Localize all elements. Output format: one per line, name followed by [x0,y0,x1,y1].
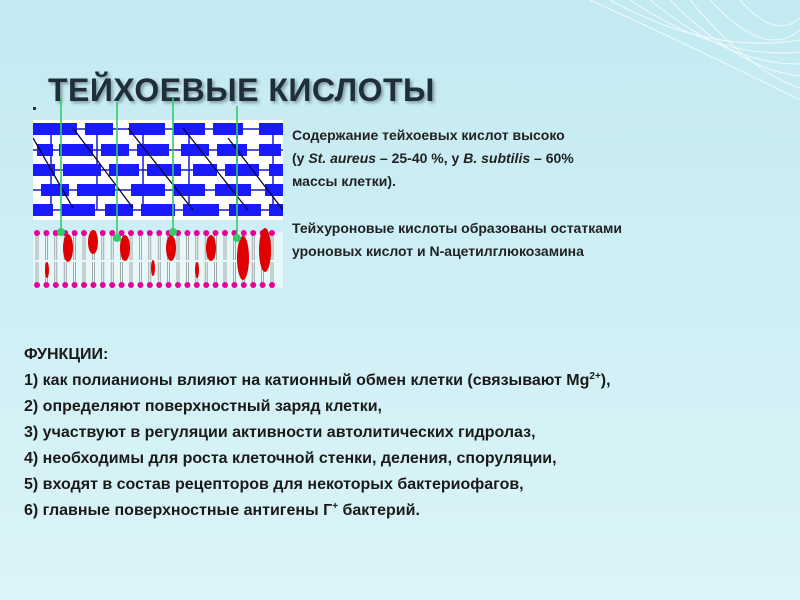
info-text [292,124,762,263]
lipid-head [43,230,49,236]
lipid-head [203,282,209,288]
glycan-segment [269,164,283,176]
lipid-head [90,282,96,288]
info-line-4: Тейхуроновые кислоты образованы остатками [292,220,622,236]
glycan-segment [213,123,243,135]
lipid-head [128,230,134,236]
corner-decoration [540,0,800,100]
lipid-head [184,282,190,288]
glycan-segment [173,123,205,135]
lipid-head [137,230,143,236]
membrane-protein [63,234,73,262]
function-item-2: 2) определяют поверхностный заряд клетки, [24,398,382,415]
info-line-3: массы клетки). [292,173,396,189]
lipid-head [147,282,153,288]
membrane-protein [88,230,98,254]
membrane-protein [259,228,271,272]
lipid-head [62,282,68,288]
lipid-head [260,282,266,288]
lipid-head [222,282,228,288]
lipid-head [81,282,87,288]
membrane-protein [237,236,249,280]
glycan-segment [129,123,165,135]
lipid-head [81,230,87,236]
info-line-2: (у St. aureus – 25-40 %, у B. subtilis – 60% [292,150,574,166]
lipid-head [175,282,181,288]
membrane-protein [151,260,155,276]
lipid-head [184,230,190,236]
lipid-head [269,230,275,236]
functions-list [24,368,794,524]
glycan-segment [33,204,53,216]
glycan-segment [85,123,113,135]
cell-wall-diagram [33,98,283,290]
glycan-segment [217,144,247,156]
lipid-head [34,230,40,236]
lipid-head [213,282,219,288]
lipid-head [250,230,256,236]
lipid-head [137,282,143,288]
lipid-head [241,282,247,288]
membrane-protein [166,235,176,261]
glycan-segment [33,123,77,135]
glycan-segment [259,144,281,156]
lipid-head [43,282,49,288]
lipid-head [53,282,59,288]
info-line-1: Содержание тейхоевых кислот высоко [292,127,565,143]
glycan-segment [183,204,219,216]
lipid-head [100,230,106,236]
membrane-protein [45,262,49,278]
glycan-segment [61,204,95,216]
lipid-head [128,282,134,288]
teichoic-anchor [169,228,177,236]
teichoic-anchor [233,234,241,242]
lipid-head [109,282,115,288]
glycan-segment [101,144,129,156]
function-item-6: 6) главные поверхностные антигены Г+ бактерий. [24,501,420,519]
teichoic-anchor [57,228,65,236]
lipid-head [269,282,275,288]
function-item-3: 3) участвуют в регуляции активности автолитических гидролаз, [24,424,536,441]
slide-title: ТЕЙХОЕВЫЕ КИСЛОТЫ [48,72,435,108]
function-item-1: 1) как полианионы влияют на катионный обмен клетки (связывают $Mg^{2+}$), [24,371,611,389]
lipid-head [34,282,40,288]
glycan-segment [63,164,101,176]
lipid-head [147,230,153,236]
function-item-4: 4) необходимы для роста клеточной стенки, деления, споруляции, [24,450,557,467]
lipid-head [72,230,78,236]
lipid-head [194,282,200,288]
glycan-segment [259,123,283,135]
lipid-head [100,282,106,288]
lipid-head [156,230,162,236]
lipid-head [166,282,172,288]
lipid-head [203,230,209,236]
lipid-head [194,230,200,236]
lipid-head [250,282,256,288]
glycan-segment [59,144,93,156]
functions-heading: ФУНКЦИИ: [24,346,109,363]
glycan-segment [131,184,165,196]
lipid-head [222,230,228,236]
teichoic-anchor [113,234,121,242]
glycan-segment [77,184,115,196]
lipid-head [119,282,125,288]
info-line-5: уроновых кислот и N-ацетилглюкозамина [292,243,584,259]
lipid-head [72,282,78,288]
lipid-head [231,282,237,288]
glycan-segment [269,204,283,216]
membrane-protein [195,262,199,278]
glycan-segment [105,204,133,216]
membrane-protein [206,235,216,261]
glycan-segment [225,164,259,176]
glycan-segment [181,144,209,156]
glycan-segment [109,164,139,176]
glycan-segment [141,204,175,216]
lipid-head [156,282,162,288]
function-item-5: 5) входят в состав рецепторов для некоторых бактериофагов, [24,476,524,493]
lipid-head [241,230,247,236]
functions-block [24,342,794,524]
membrane-protein [120,235,130,261]
lipid-head [213,230,219,236]
glycan-segment [215,184,251,196]
